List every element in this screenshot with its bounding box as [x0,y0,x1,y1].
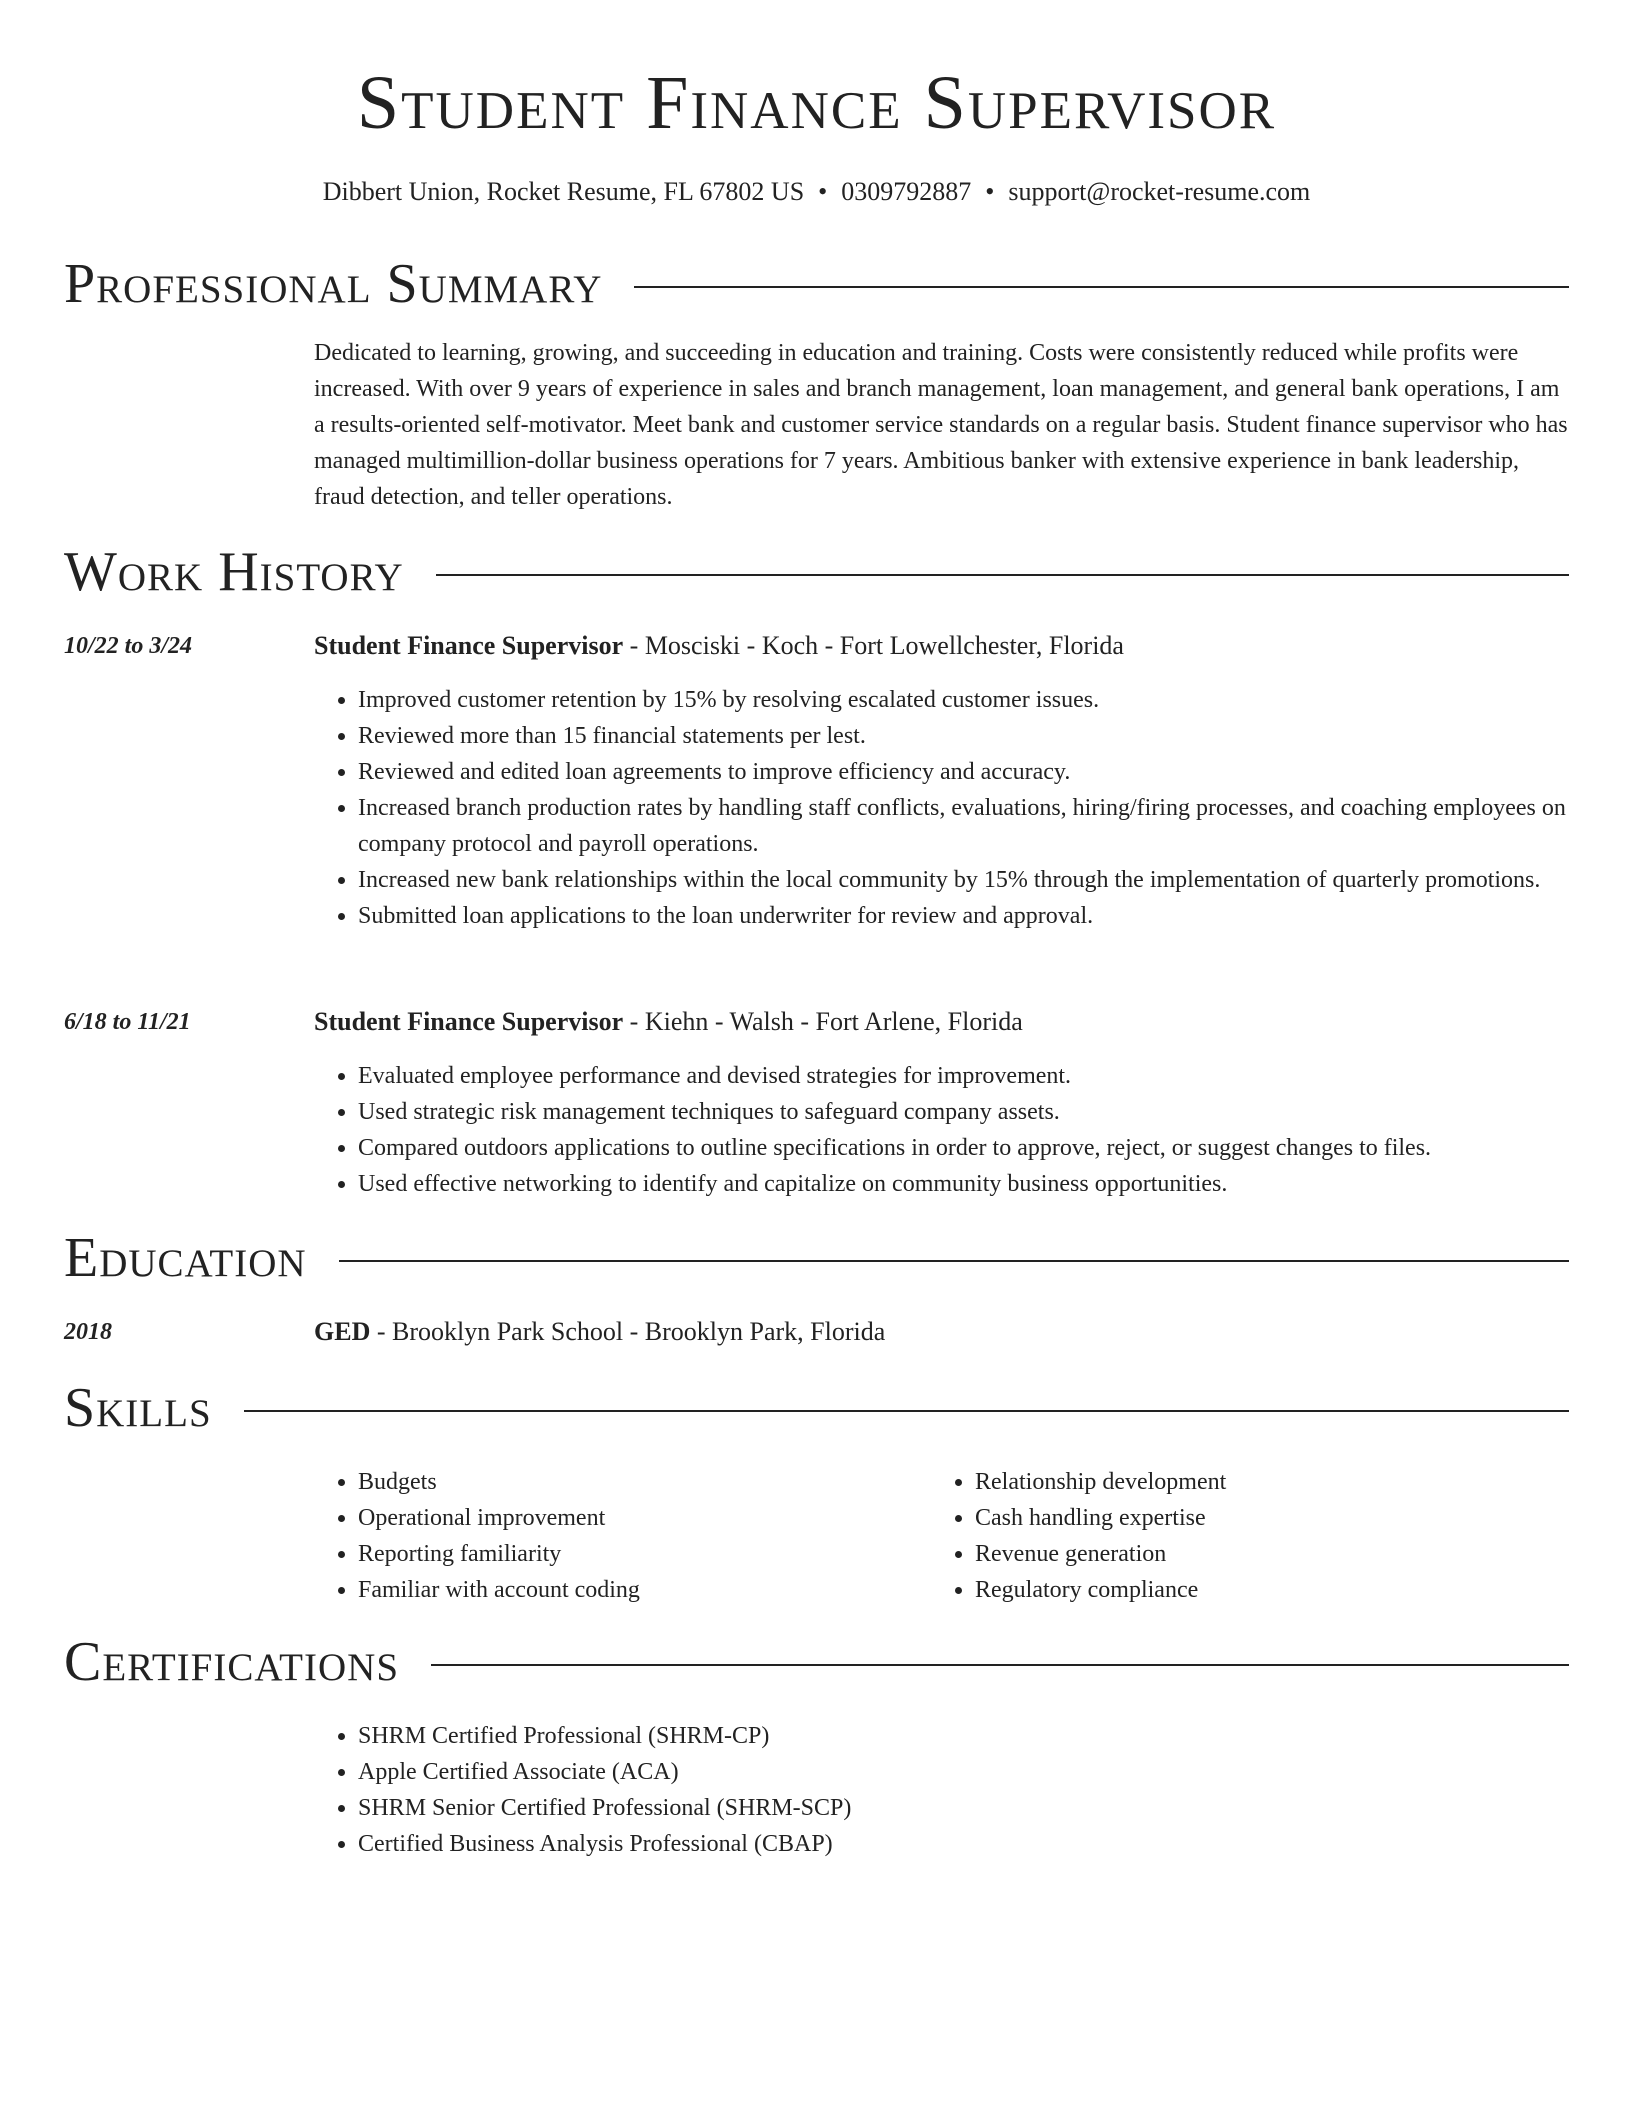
skill-item: • Revenue generation [975,1536,1565,1572]
section-header-certifications [64,1630,1569,1694]
section-title: Skills [64,1377,212,1439]
section-header-skills [64,1376,1569,1440]
contact-email[interactable]: support@rocket-resume.com [1008,177,1311,206]
list-item: • Reviewed more than 15 financial statements per lest. [358,718,1569,754]
section-header-education [64,1226,1569,1290]
list-item: • Improved customer retention by 15% by resolving escalated customer issues. [358,682,1569,718]
list-item: • Increased branch production rates by handling staff conflicts, evaluations, hiring/firing processes, and coaching employees on company protocol and payroll operations. [358,790,1569,862]
contact-line [64,174,1569,210]
job-details: - Kiehn - Walsh - Fort Arlene, Florida [623,1007,1023,1036]
certifications-list [314,1718,1358,1862]
education-degree [314,1314,885,1350]
summary-text: Dedicated to learning, growing, and succeeding in education and training. Costs were consistently reduced while profits were increased. With over 9 years of experience in sales and branch management, loan management, and general bank operations, I am a results-oriented self-motivator. Meet bank and customer service standards on a regular basis. Student finance supervisor who has managed multimillion-dollar business operations for 7 years. Ambitious banker with extensive experience in bank leadership, fraud detection, and teller operations. [314,340,1568,510]
section-header-summary [64,252,1569,316]
list-item: • Compared outdoors applications to outline specifications in order to approve, reject, or suggest changes to files. [358,1130,1588,1166]
job-title: Student Finance Supervisor [314,631,624,660]
section-divider [634,286,1569,288]
degree-name: GED [314,1317,371,1346]
skills-list-left [314,1464,928,1608]
section-header-work [64,540,1569,604]
contact-phone: 0309792887 [841,177,972,206]
section-title: Education [64,1227,307,1289]
work-dates: 10/22 to 3/24 [64,633,193,659]
skill-item: • Cash handling expertise [975,1500,1565,1536]
section-divider [436,574,1569,576]
skill-item: • Budgets [358,1464,928,1500]
skills-list-right [931,1464,1565,1608]
certification-item: • SHRM Senior Certified Professional (SHRM-SCP) [358,1790,1358,1826]
section-divider [244,1410,1569,1412]
work-role [314,628,1124,664]
contact-separator: • [985,177,995,206]
work-role [314,1004,1023,1040]
list-item: • Evaluated employee performance and devised strategies for improvement. [358,1058,1588,1094]
skill-item: • Regulatory compliance [975,1572,1565,1608]
school-details: - Brooklyn Park School - Brooklyn Park, Florida [370,1317,886,1346]
education-year: 2018 [64,1319,112,1345]
skill-item: • Operational improvement [358,1500,928,1536]
certification-item: • SHRM Certified Professional (SHRM-CP) [358,1718,1358,1754]
contact-separator: • [818,177,828,206]
skill-item: • Relationship development [975,1464,1565,1500]
list-item: • Increased new bank relationships within the local community by 15% through the implementation of quarterly promotions. [358,862,1569,898]
skill-item: • Reporting familiarity [358,1536,928,1572]
section-divider [431,1664,1569,1666]
resume-name-title: Student Finance Supervisor [356,61,1277,145]
section-divider [339,1260,1569,1262]
section-title: Work History [64,541,404,603]
work-dates: 6/18 to 11/21 [64,1009,191,1035]
list-item: • Reviewed and edited loan agreements to improve efficiency and accuracy. [358,754,1569,790]
work-bullets [314,682,1569,934]
skill-item: • Familiar with account coding [358,1572,928,1608]
work-bullets [314,1058,1588,1202]
certification-item: • Certified Business Analysis Professional (CBAP) [358,1826,1358,1862]
job-details: - Mosciski - Koch - Fort Lowellchester, Florida [623,631,1124,660]
certification-item: • Apple Certified Associate (ACA) [358,1754,1358,1790]
section-title: Professional Summary [64,253,603,315]
job-title: Student Finance Supervisor [314,1007,624,1036]
list-item: • Submitted loan applications to the loan underwriter for review and approval. [358,898,1569,934]
list-item: • Used effective networking to identify and capitalize on community business opportunities. [358,1166,1588,1202]
contact-address: Dibbert Union, Rocket Resume, FL 67802 US [322,177,805,206]
section-title: Certifications [64,1631,400,1693]
list-item: • Used strategic risk management techniques to safeguard company assets. [358,1094,1588,1130]
